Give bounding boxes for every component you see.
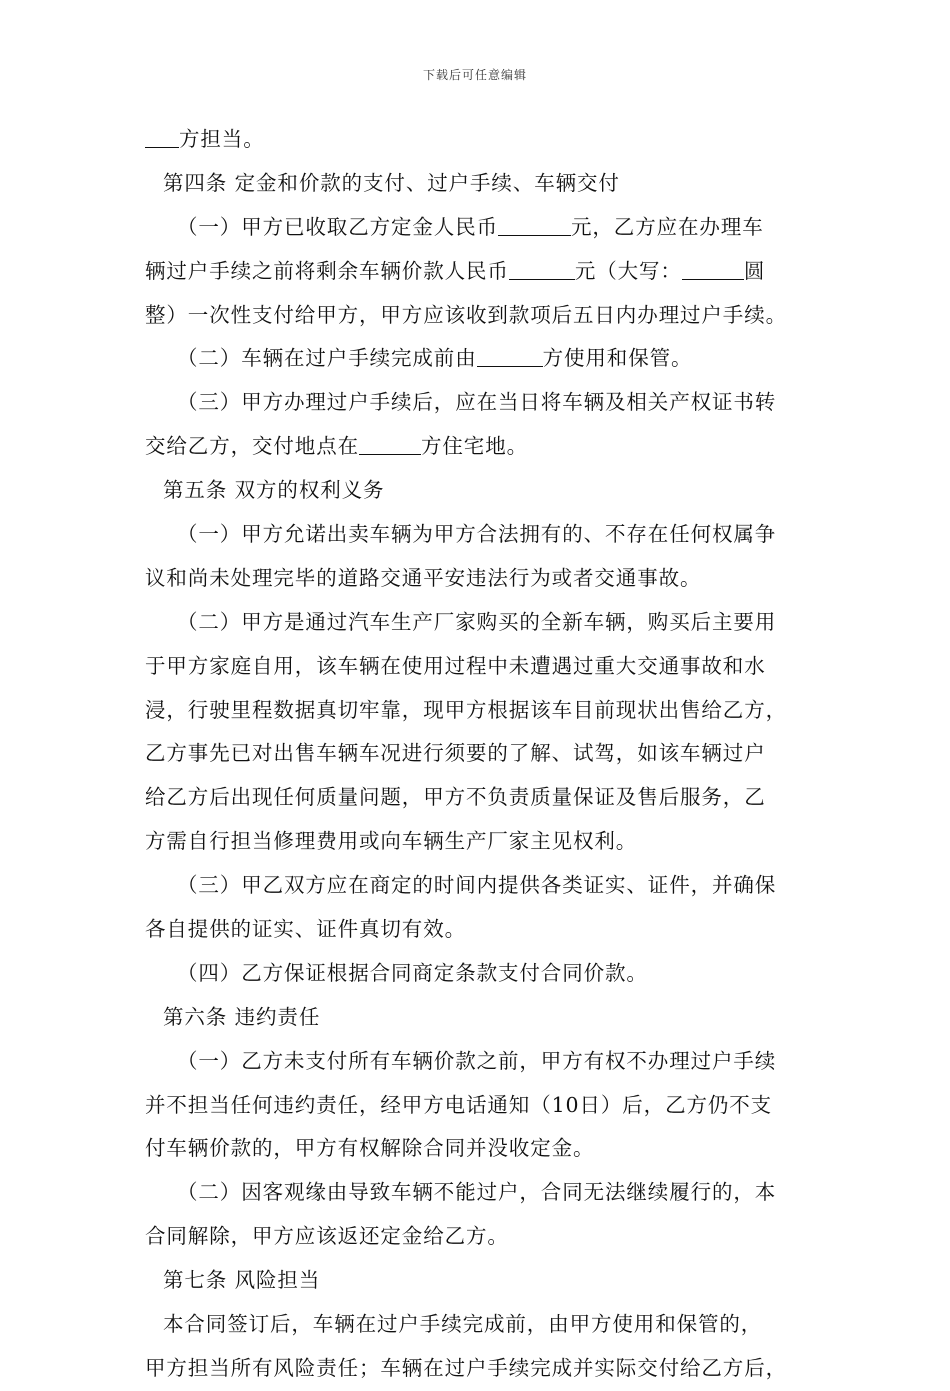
paragraph-line: 整）一次性支付给甲方，甲方应该收到款项后五日内办理过户手续。 (145, 302, 787, 327)
paragraph-line: 交给乙方，交付地点在 方住宅地。 (145, 434, 528, 459)
fill-blank[interactable] (477, 346, 543, 367)
page-header: 下载后可任意编辑 (422, 68, 527, 82)
paragraph-line: （三）甲方办理过户手续后，应在当日将车辆及相关产权证书转 (177, 390, 777, 415)
paragraph-line: （一）甲方允诺出卖车辆为甲方合法拥有的、不存在任何权属争 (177, 522, 777, 547)
paragraph-line: 合同解除，甲方应该返还定金给乙方。 (145, 1224, 509, 1249)
paragraph-line: 给乙方后出现任何质量问题，甲方不负责质量保证及售后服务，乙 (145, 785, 766, 810)
paragraph-line: 付车辆价款的，甲方有权解除合同并没收定金。 (145, 1136, 595, 1161)
paragraph-line: （二）因客观缘由导致车辆不能过户，合同无法继续履行的，本 (177, 1180, 777, 1205)
paragraph-line: 本合同签订后，车辆在过户手续完成前，由甲方使用和保管的， (163, 1312, 763, 1337)
paragraph-line: （一）甲方已收取乙方定金人民币 元，乙方应在办理车 (177, 214, 764, 239)
paragraph-line: 浸，行驶里程数据真切牢靠，现甲方根据该车目前现状出售给乙方， (145, 697, 787, 722)
article-heading: 第七条 风险担当 (163, 1268, 321, 1293)
paragraph-line: 方需自行担当修理费用或向车辆生产厂家主见权利。 (145, 829, 638, 854)
fill-blank[interactable] (498, 215, 571, 236)
paragraph-line: 甲方担当所有风险责任；车辆在过户手续完成并实际交付给乙方后， (145, 1355, 787, 1380)
paragraph-line: 辆过户手续之前将剩余车辆价款人民币 元（大写： 圆 (145, 258, 766, 283)
paragraph-line: 并不担当任何违约责任，经甲方电话通知（10日）后，乙方仍不支 (145, 1092, 773, 1117)
paragraph-line: （二）车辆在过户手续完成前由 方使用和保管。 (177, 346, 693, 371)
fill-blank[interactable] (682, 259, 744, 280)
paragraph-line: 方担当。 (145, 118, 835, 162)
paragraph-line: 议和尚未处理完毕的道路交通平安违法行为或者交通事故。 (145, 565, 702, 590)
fill-blank[interactable] (509, 259, 575, 280)
fill-blank[interactable] (145, 127, 179, 148)
paragraph-line: （一）乙方未支付所有车辆价款之前，甲方有权不办理过户手续 (177, 1048, 777, 1073)
article-heading: 第六条 违约责任 (163, 1004, 321, 1029)
article-heading: 第五条 双方的权利义务 (163, 478, 385, 503)
paragraph-line: （二）甲方是通过汽车生产厂家购买的全新车辆，购买后主要用 (177, 609, 777, 634)
paragraph-line: 于甲方家庭自用，该车辆在使用过程中未遭遇过重大交通事故和水 (145, 653, 766, 678)
paragraph-line: （三）甲乙双方应在商定的时间内提供各类证实、证件，并确保 (177, 873, 777, 898)
fill-blank[interactable] (359, 434, 421, 455)
paragraph-line: 乙方事先已对出售车辆车况进行须要的了解、试驾，如该车辆过户 (145, 741, 766, 766)
contract-body (145, 118, 835, 1391)
article-heading: 第四条 定金和价款的支付、过户手续、车辆交付 (163, 170, 620, 195)
paragraph-line: 各自提供的证实、证件真切有效。 (145, 917, 466, 942)
paragraph-line: （四）乙方保证根据合同商定条款支付合同价款。 (177, 960, 648, 985)
